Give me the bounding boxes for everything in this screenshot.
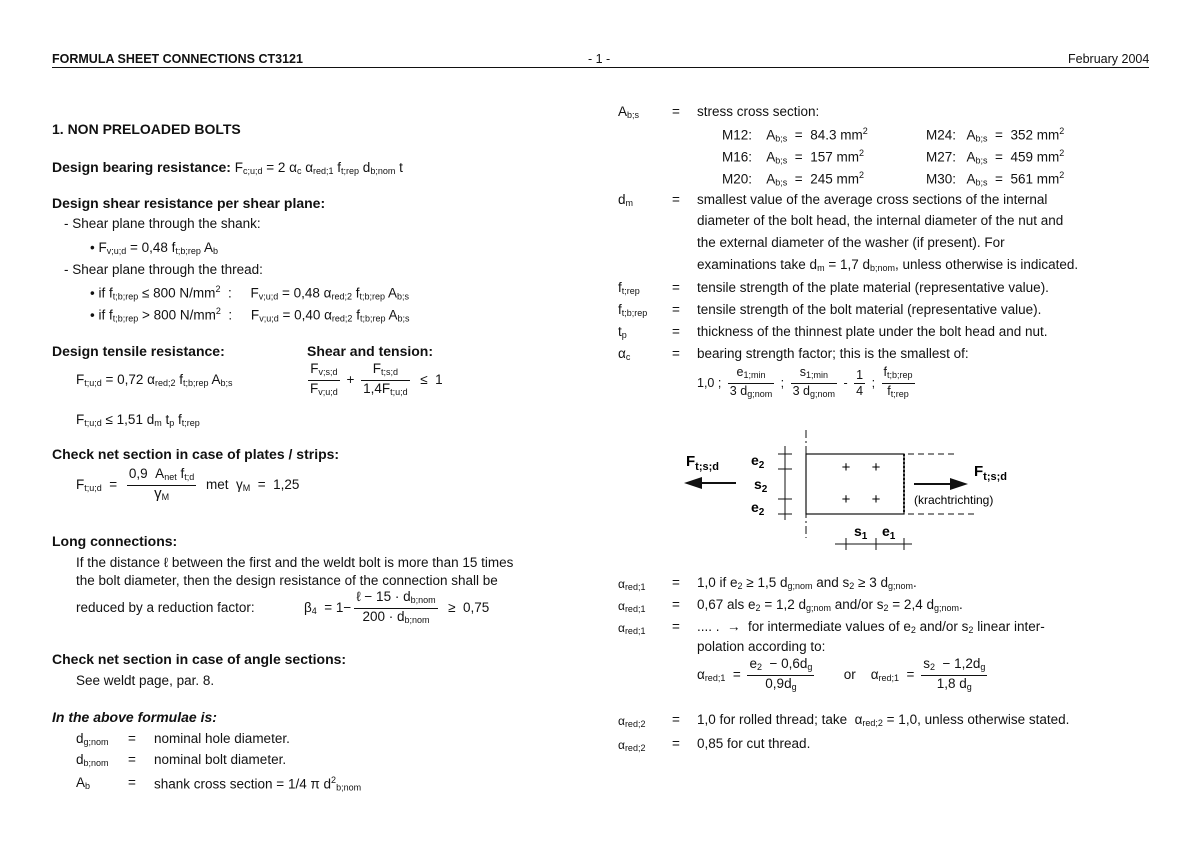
direction-label: (krachtrichting) [914, 493, 994, 507]
label-s1: $s_1$ [854, 523, 868, 542]
dm-text-1: smallest value of the average cross sections of the internal [697, 192, 1048, 207]
abs-eq: = [672, 104, 680, 119]
m27-row: M27: $A_{b;s} = 459$ $mm^2$ [926, 148, 1065, 166]
def-ab-text: shank cross section = 1/4 [154, 776, 307, 792]
ared2-a: 1,0 for rolled thread; take $\alpha_{red;2} = 1,0$, unless otherwise stated. [697, 712, 1070, 728]
dm-eq: = [672, 192, 680, 207]
def-db-eq: = [128, 752, 136, 767]
label-e1: $e_1$ [882, 523, 896, 542]
ftrep-def: tensile strength of the plate material (representative value). [697, 280, 1049, 295]
tp-def: thickness of the thinnest plate under the bolt head and nut. [697, 324, 1048, 339]
ared2-symbol: $\alpha_{red;2}$ [618, 738, 646, 753]
bearing-formula: $F_{c;u;d} = 2$ $\alpha_c$ $\alpha_{red;1}$ $f_{t;rep}$ $d_{b;nom}$ t [234, 160, 403, 176]
ftbrep-eq: = [672, 302, 680, 317]
dm-text-4: examinations take $d_m = 1,7$ $d_{b;nom}$, unless otherwise is indicated. [697, 257, 1079, 273]
bearing-resistance-line [52, 159, 403, 176]
ared2-b: 0,85 for cut thread. [697, 736, 811, 751]
ftbrep-def: tensile strength of the bolt material (representative value). [697, 302, 1042, 317]
header-rule [52, 67, 1149, 68]
ared2-eq: = [672, 712, 680, 727]
force-left-label: $F_{t;s;d}$ [686, 453, 719, 473]
alpha-symbol: $\alpha_c$ [618, 346, 631, 362]
shear-tension-heading: Shear and tension: [307, 343, 434, 359]
ftrep-symbol: $f_{t;rep}$ [618, 280, 640, 296]
bolt-marker: + [841, 491, 851, 508]
page-number: - 1 - [588, 52, 611, 66]
punching-formula: $F_{t;u;d} \le 1,51$ $d_m$ $t_p$ $f_{t;rep}$ [76, 412, 200, 428]
thread-formula-1: • if $f_{t;b;rep} \le 800$ $N/mm^2$ : $F_{v;u;d} = 0,48$ $\alpha_{red;2}$ $f_{t;b;rep}$ $A_{b;s}$ [90, 284, 410, 302]
m12-row: M12: $A_{b;s} = 84.3$ $mm^2$ [722, 126, 868, 144]
m24-row: M24: $A_{b;s} = 352$ $mm^2$ [926, 126, 1065, 144]
document-title: FORMULA SHEET CONNECTIONS CT3121 [52, 52, 303, 66]
ared1-c-line2: polation according to: [697, 639, 826, 654]
reduction-formula: $\beta_4 = 1-$ $\frac{\ell - 15 \cdot d_{b;nom}}{200 \cdot d_{b;nom}}$ ≥ 0,75 [304, 589, 490, 625]
ared1-c: .... . → for intermediate values of $e_2$ and/or $s_2$ linear inter- [697, 619, 1045, 635]
long-text-1: If the distance ℓ between the first and the weldt bolt is more than 15 times [76, 555, 514, 570]
document-date: February 2004 [1068, 52, 1150, 66]
long-text-3: reduced by a reduction factor: [76, 600, 255, 615]
net-plates-formula: $F_{t;u;d}$ = $\frac{0,9 A_{net} f_{t;d}}{\gamma_M}$ met $\gamma_M = 1,25$ [76, 466, 300, 502]
plate-outline [806, 454, 904, 514]
ared2-eq: = [672, 736, 680, 751]
force-right-label: $F_{t;s;d}$ [974, 463, 1007, 483]
label-e2-bottom: $e_2$ [751, 499, 765, 518]
ftbrep-symbol: $f_{t;b;rep}$ [618, 302, 648, 318]
long-text-2: the bolt diameter, then the design resistance of the connection shall be [76, 573, 498, 588]
bolt-marker: + [841, 459, 851, 476]
thread-formula-2: • if $f_{t;b;rep} > 800$ $N/mm^2$ : $F_{v;u;d} = 0,40$ $\alpha_{red;2}$ $f_{t;b;rep}$ $A_{b;s}$ [90, 306, 410, 324]
shank-line: - Shear plane through the shank: [64, 216, 261, 231]
ftrep-eq: = [672, 280, 680, 295]
label-e2-top: $e_2$ [751, 452, 765, 471]
m16-row: M16: $A_{b;s} = 157$ $mm^2$ [722, 148, 864, 166]
bearing-heading: Design bearing resistance: [52, 159, 231, 175]
thread-line: - Shear plane through the thread: [64, 262, 263, 277]
net-plates-heading: Check net section in case of plates / strips: [52, 446, 340, 462]
angle-heading: Check net section in case of angle sections: [52, 651, 347, 667]
def-ab-eq: = [128, 775, 136, 790]
ared2-symbol: $\alpha_{red;2}$ [618, 714, 646, 729]
tensile-formula: $F_{t;u;d} = 0,72$ $\alpha_{red;2}$ $f_{t;b;rep}$ $A_{b;s}$ [76, 372, 233, 388]
def-ab-symbol: $A_b$ [76, 775, 91, 791]
bolt-layout-diagram [680, 428, 1040, 558]
met-word: met [206, 477, 229, 493]
long-heading: Long connections: [52, 533, 178, 549]
dm-symbol: $d_m$ [618, 192, 634, 208]
def-ab-line: shank cross section = 1/4 π $d^2_{b;nom}$ [154, 775, 362, 793]
interpolation-formula: $\alpha_{red;1}$ = $\frac{e_2 - 0,6d_g}{0,9d_g}$ or $\alpha_{red;1}$ = $\frac{s_2 - 1,2d_g}{1,8 d_g}$ [697, 656, 986, 692]
ared1-symbol: $\alpha_{red;1}$ [618, 599, 646, 614]
dm-text-3: the external diameter of the washer (if present). For [697, 235, 1005, 250]
tp-eq: = [672, 324, 680, 339]
tensile-heading: Design tensile resistance: [52, 343, 225, 359]
m30-row: M30: $A_{b;s} = 561$ $mm^2$ [926, 170, 1065, 188]
tp-symbol: $t_p$ [618, 324, 627, 340]
or-word: or [843, 667, 856, 683]
interaction-formula: $\frac{F_{v;s;d}}{F_{v;u;d}}$ + $\frac{F_{t;s;d}}{1,4F_{t;u;d}}$ ≤ 1 [310, 361, 443, 397]
def-db-text: nominal bolt diameter. [154, 752, 287, 767]
ared1-symbol: $\alpha_{red;1}$ [618, 621, 646, 636]
dm-text-2: diameter of the bolt head, the internal diameter of the nut and [697, 213, 1064, 228]
alpha-options: 1,0 ; $\frac{e_{1;min}}{3 d_{g;nom}}$ ; $\frac{s_{1;min}}{3 d_{g;nom}}$ - $\frac{1}{4}$ ; $\frac{f_{t;b;rep}}{f_{t;rep}}$ [697, 365, 913, 399]
ared1-eq: = [672, 575, 680, 590]
def-dg-text: nominal hole diameter. [154, 731, 290, 746]
bolt-marker: + [871, 491, 881, 508]
abs-def: stress cross section: [697, 104, 820, 119]
ared1-eq: = [672, 619, 680, 634]
formulae-heading: In the above formulae is: [52, 709, 217, 725]
def-dg-symbol: $d_{g;nom}$ [76, 731, 109, 747]
ared1-b: 0,67 als $e_2 = 1,2$ $d_{g;nom}$ and/or $s_2 = 2,4$ $d_{g;nom}$. [697, 597, 963, 613]
def-db-symbol: $d_{b;nom}$ [76, 752, 109, 768]
m20-row: M20: $A_{b;s} = 245$ $mm^2$ [722, 170, 864, 188]
alpha-def: bearing strength factor; this is the smallest of: [697, 346, 969, 361]
alpha-eq: = [672, 346, 680, 361]
label-s2: $s_2$ [754, 476, 768, 495]
bolt-marker: + [871, 459, 881, 476]
def-dg-eq: = [128, 731, 136, 746]
shank-formula: • $F_{v;u;d} = 0,48$ $f_{t;b;rep}$ $A_b$ [90, 240, 218, 256]
ared1-symbol: $\alpha_{red;1}$ [618, 577, 646, 592]
angle-text: See weldt page, par. 8. [76, 673, 215, 688]
shear-heading: Design shear resistance per shear plane: [52, 195, 326, 211]
section-title: 1. NON PRELOADED BOLTS [52, 121, 241, 137]
ared1-a: 1,0 if $e_2 \ge 1,5$ $d_{g;nom}$ and $s_2 \ge 3$ $d_{g;nom}$. [697, 575, 917, 591]
ared1-eq: = [672, 597, 680, 612]
abs-symbol: $A_{b;s}$ [618, 104, 640, 120]
